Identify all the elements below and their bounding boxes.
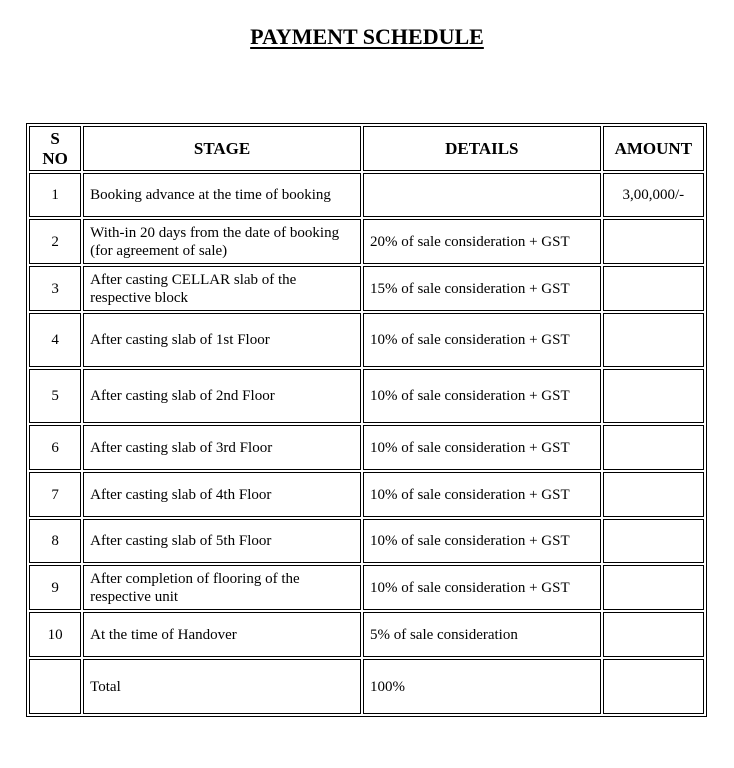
cell-details: 10% of sale consideration + GST bbox=[363, 425, 601, 470]
cell-stage: Booking advance at the time of booking bbox=[83, 173, 361, 217]
cell-amount bbox=[603, 472, 704, 517]
header-sno: S NO bbox=[29, 126, 81, 171]
table-header-row bbox=[29, 126, 704, 171]
cell-stage: After completion of flooring of the respective unit bbox=[83, 565, 361, 610]
cell-stage: After casting slab of 2nd Floor bbox=[83, 369, 361, 423]
table-row bbox=[29, 369, 704, 423]
cell-sno: 7 bbox=[29, 472, 81, 517]
cell-sno: 10 bbox=[29, 612, 81, 657]
table-row bbox=[29, 472, 704, 517]
cell-sno bbox=[29, 659, 81, 714]
cell-amount bbox=[603, 266, 704, 311]
cell-details bbox=[363, 173, 601, 217]
cell-sno: 6 bbox=[29, 425, 81, 470]
cell-details: 10% of sale consideration + GST bbox=[363, 565, 601, 610]
cell-amount bbox=[603, 565, 704, 610]
cell-stage: With-in 20 days from the date of booking (for agreement of sale) bbox=[83, 219, 361, 264]
cell-sno: 1 bbox=[29, 173, 81, 217]
cell-stage: After casting CELLAR slab of the respective block bbox=[83, 266, 361, 311]
cell-sno: 8 bbox=[29, 519, 81, 563]
cell-stage: At the time of Handover bbox=[83, 612, 361, 657]
cell-details: 5% of sale consideration bbox=[363, 612, 601, 657]
table-row bbox=[29, 219, 704, 264]
header-amount: AMOUNT bbox=[603, 126, 704, 171]
cell-amount bbox=[603, 425, 704, 470]
payment-schedule-table bbox=[26, 123, 707, 717]
header-details: DETAILS bbox=[363, 126, 601, 171]
page-title: PAYMENT SCHEDULE bbox=[250, 24, 484, 49]
cell-details: 100% bbox=[363, 659, 601, 714]
table-row bbox=[29, 519, 704, 563]
cell-amount bbox=[603, 369, 704, 423]
cell-stage: Total bbox=[83, 659, 361, 714]
cell-amount bbox=[603, 219, 704, 264]
cell-amount bbox=[603, 612, 704, 657]
header-stage: STAGE bbox=[83, 126, 361, 171]
cell-amount bbox=[603, 519, 704, 563]
cell-amount: 3,00,000/- bbox=[603, 173, 704, 217]
cell-amount bbox=[603, 313, 704, 367]
cell-sno: 3 bbox=[29, 266, 81, 311]
table-row bbox=[29, 173, 704, 217]
cell-sno: 2 bbox=[29, 219, 81, 264]
table-row bbox=[29, 313, 704, 367]
cell-details: 10% of sale consideration + GST bbox=[363, 369, 601, 423]
cell-stage: After casting slab of 5th Floor bbox=[83, 519, 361, 563]
cell-sno: 9 bbox=[29, 565, 81, 610]
cell-details: 10% of sale consideration + GST bbox=[363, 519, 601, 563]
table-row bbox=[29, 565, 704, 610]
cell-details: 10% of sale consideration + GST bbox=[363, 472, 601, 517]
table-row bbox=[29, 266, 704, 311]
table-row bbox=[29, 425, 704, 470]
cell-sno: 4 bbox=[29, 313, 81, 367]
cell-stage: After casting slab of 1st Floor bbox=[83, 313, 361, 367]
cell-details: 15% of sale consideration + GST bbox=[363, 266, 601, 311]
cell-stage: After casting slab of 4th Floor bbox=[83, 472, 361, 517]
cell-sno: 5 bbox=[29, 369, 81, 423]
cell-stage: After casting slab of 3rd Floor bbox=[83, 425, 361, 470]
table-row-total bbox=[29, 659, 704, 714]
cell-amount bbox=[603, 659, 704, 714]
table-row bbox=[29, 612, 704, 657]
cell-details: 20% of sale consideration + GST bbox=[363, 219, 601, 264]
cell-details: 10% of sale consideration + GST bbox=[363, 313, 601, 367]
